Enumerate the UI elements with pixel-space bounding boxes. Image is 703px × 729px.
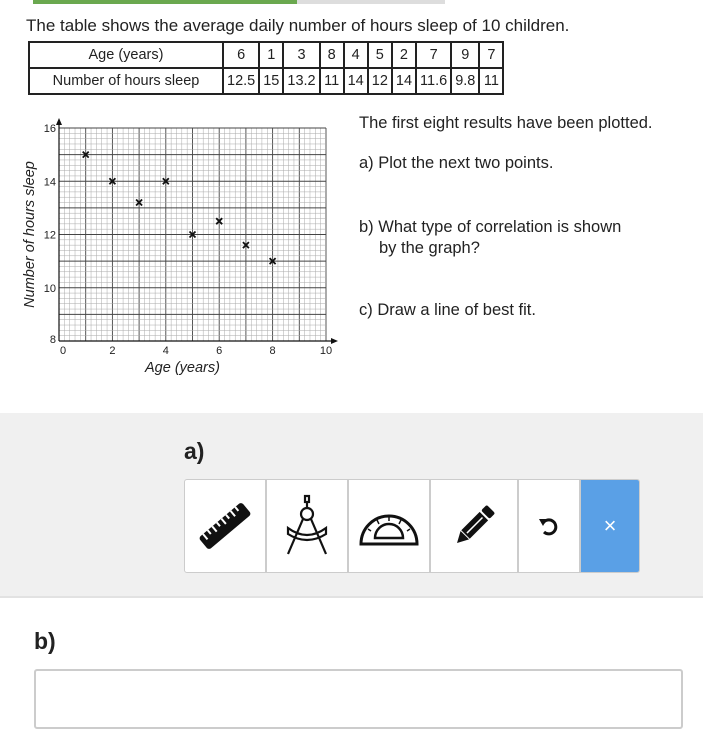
hours-cell: 12	[368, 68, 392, 94]
pencil-icon	[450, 502, 498, 550]
pencil-tool-button[interactable]	[431, 480, 519, 572]
ruler-tool-button[interactable]	[185, 480, 267, 572]
hours-cell: 11	[479, 68, 503, 94]
data-table	[28, 41, 504, 95]
hours-cell: 11	[320, 68, 344, 94]
hours-cell: 14	[344, 68, 368, 94]
y-tick-label: 10	[43, 282, 56, 295]
age-cell: 7	[479, 42, 503, 68]
row-header: Age (years)	[29, 42, 223, 68]
x-tick-label: 0	[59, 345, 67, 357]
part-b-label: b)	[34, 628, 56, 654]
x-tick-label: 4	[162, 345, 169, 357]
hours-cell: 12.5	[223, 68, 259, 94]
ruler-icon	[193, 494, 257, 558]
age-cell: 5	[368, 42, 392, 68]
progress-bar	[33, 0, 445, 4]
age-cell: 3	[283, 42, 319, 68]
age-cell: 2	[392, 42, 416, 68]
table-row-hours	[29, 68, 503, 94]
x-tick-label: 8	[269, 345, 276, 357]
x-axis-label: Age (years)	[145, 360, 220, 376]
row-header: Number of hours sleep	[29, 68, 223, 94]
question-b-line1: b) What type of correlation is shown	[359, 218, 622, 236]
x-axis-arrow	[331, 338, 338, 344]
hours-cell: 15	[259, 68, 283, 94]
undo-button[interactable]	[519, 480, 581, 572]
scatter-graph[interactable]	[15, 110, 345, 380]
question-a: a) Plot the next two points.	[359, 154, 554, 172]
undo-icon	[538, 515, 560, 537]
compass-icon	[282, 494, 332, 558]
hours-cell: 13.2	[283, 68, 319, 94]
close-button[interactable]: ×	[581, 480, 639, 572]
y-axis-arrow	[56, 118, 62, 125]
age-cell: 1	[259, 42, 283, 68]
age-cell: 9	[451, 42, 479, 68]
hours-cell: 11.6	[416, 68, 451, 94]
answer-b-input[interactable]	[34, 669, 683, 729]
question-b-line2: by the graph?	[379, 239, 480, 257]
progress-fill	[33, 0, 297, 4]
protractor-icon	[357, 504, 421, 548]
y-tick-label: 14	[43, 176, 56, 189]
y-tick-label: 16	[43, 123, 56, 135]
age-cell: 8	[320, 42, 344, 68]
y-tick-label: 12	[43, 229, 56, 242]
age-cell: 7	[416, 42, 451, 68]
part-a-label: a)	[184, 438, 205, 464]
hours-cell: 9.8	[451, 68, 479, 94]
age-cell: 4	[344, 42, 368, 68]
drawing-toolbar	[184, 479, 640, 573]
question-intro: The first eight results have been plotted.	[359, 114, 653, 132]
x-tick-label: 10	[319, 345, 333, 357]
question-c: c) Draw a line of best fit.	[359, 301, 536, 319]
hours-cell: 14	[392, 68, 416, 94]
table-row-age	[29, 42, 503, 68]
y-tick-label: 8	[49, 334, 56, 346]
x-tick-label: 6	[216, 345, 223, 357]
protractor-tool-button[interactable]	[349, 480, 431, 572]
intro-text: The table shows the average daily number of hours sleep of 10 children.	[26, 16, 570, 35]
compass-tool-button[interactable]	[267, 480, 349, 572]
age-cell: 6	[223, 42, 259, 68]
y-axis-label: Number of hours sleep	[22, 161, 38, 308]
x-tick-label: 2	[109, 345, 116, 357]
